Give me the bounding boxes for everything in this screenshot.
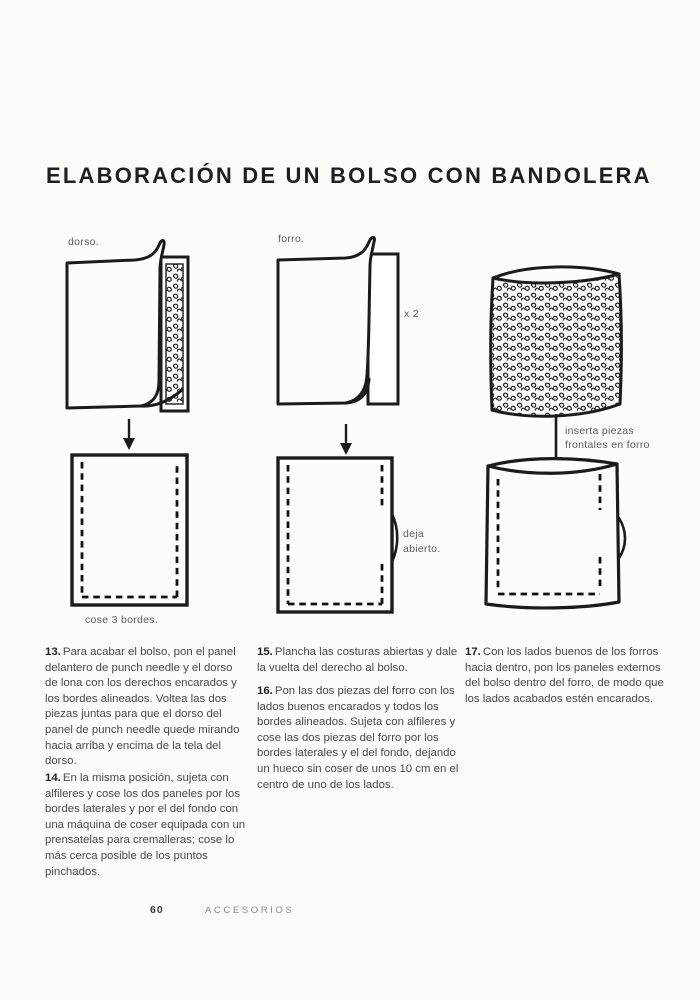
insert-in-forro-diagram — [482, 452, 632, 614]
stitched-panel-diagram — [65, 450, 200, 612]
forro-fold-diagram — [268, 240, 458, 420]
dorso-fold-diagram — [55, 243, 245, 423]
step-14-text: En la misma posición, sujeta con alfileres y cose los dos paneles por los bordes laterales y por el del fondo con una máquina de coser equipada con un prensatelas para cremalleras; cose lo más cerca posible de los puntos pinchados. — [45, 772, 246, 878]
page-title: ELABORACIÓN DE UN BOLSO CON BANDOLERA — [46, 163, 652, 188]
x2-label: x 2 — [404, 308, 419, 320]
step-17-text: Con los lados buenos de los forros hacia dentro, pon los paneles externos del bolso dentro del forro, de modo que los lados acabados estén encarados. — [465, 646, 664, 705]
forro-stitched-diagram — [270, 450, 420, 622]
dorso-label: dorso. — [68, 236, 99, 248]
forro-label: forro. — [278, 233, 305, 245]
section-label: ACCESORIOS — [205, 905, 295, 916]
arrow-down-icon — [120, 419, 138, 451]
step-15-number: 15. — [257, 646, 273, 658]
deja-abierto-label: deja abierto. — [403, 528, 441, 555]
page-number: 60 — [150, 904, 164, 916]
step-14 — [45, 771, 247, 880]
step-13 — [45, 645, 247, 770]
step-17-number: 17. — [465, 646, 481, 658]
step-16-text: Pon las dos piezas del forro con los lados buenos encarados y todos los bordes alineados. Sujeta con alfileres y cose las dos piezas del forro por los bordes laterales y el del fondo, dejando un hueco sin coser de unos 10 cm en el centro de uno de los lados. — [257, 685, 459, 791]
punch-needle-tube-diagram — [483, 252, 633, 422]
step-14-number: 14. — [45, 772, 61, 784]
inserta-label: inserta piezas frontales en forro — [565, 425, 650, 451]
step-15-text: Plancha las costuras abiertas y dale la vuelta del derecho al bolso. — [257, 646, 458, 674]
step-13-number: 13. — [45, 646, 61, 658]
step-16 — [257, 684, 462, 793]
step-13-text: Para acabar el bolso, pon el panel delantero de punch needle y el dorso de lona con los derechos encarados y los bordes alineados. Voltea las dos piezas juntas para que el dorso del panel de punch needle quede mirando hacia arriba y encima de la tela del dorso. — [45, 646, 240, 768]
step-17 — [465, 645, 667, 707]
cose-3-bordes-caption: cose 3 bordes. — [85, 614, 159, 626]
step-16-number: 16. — [257, 685, 273, 697]
step-15 — [257, 645, 462, 676]
